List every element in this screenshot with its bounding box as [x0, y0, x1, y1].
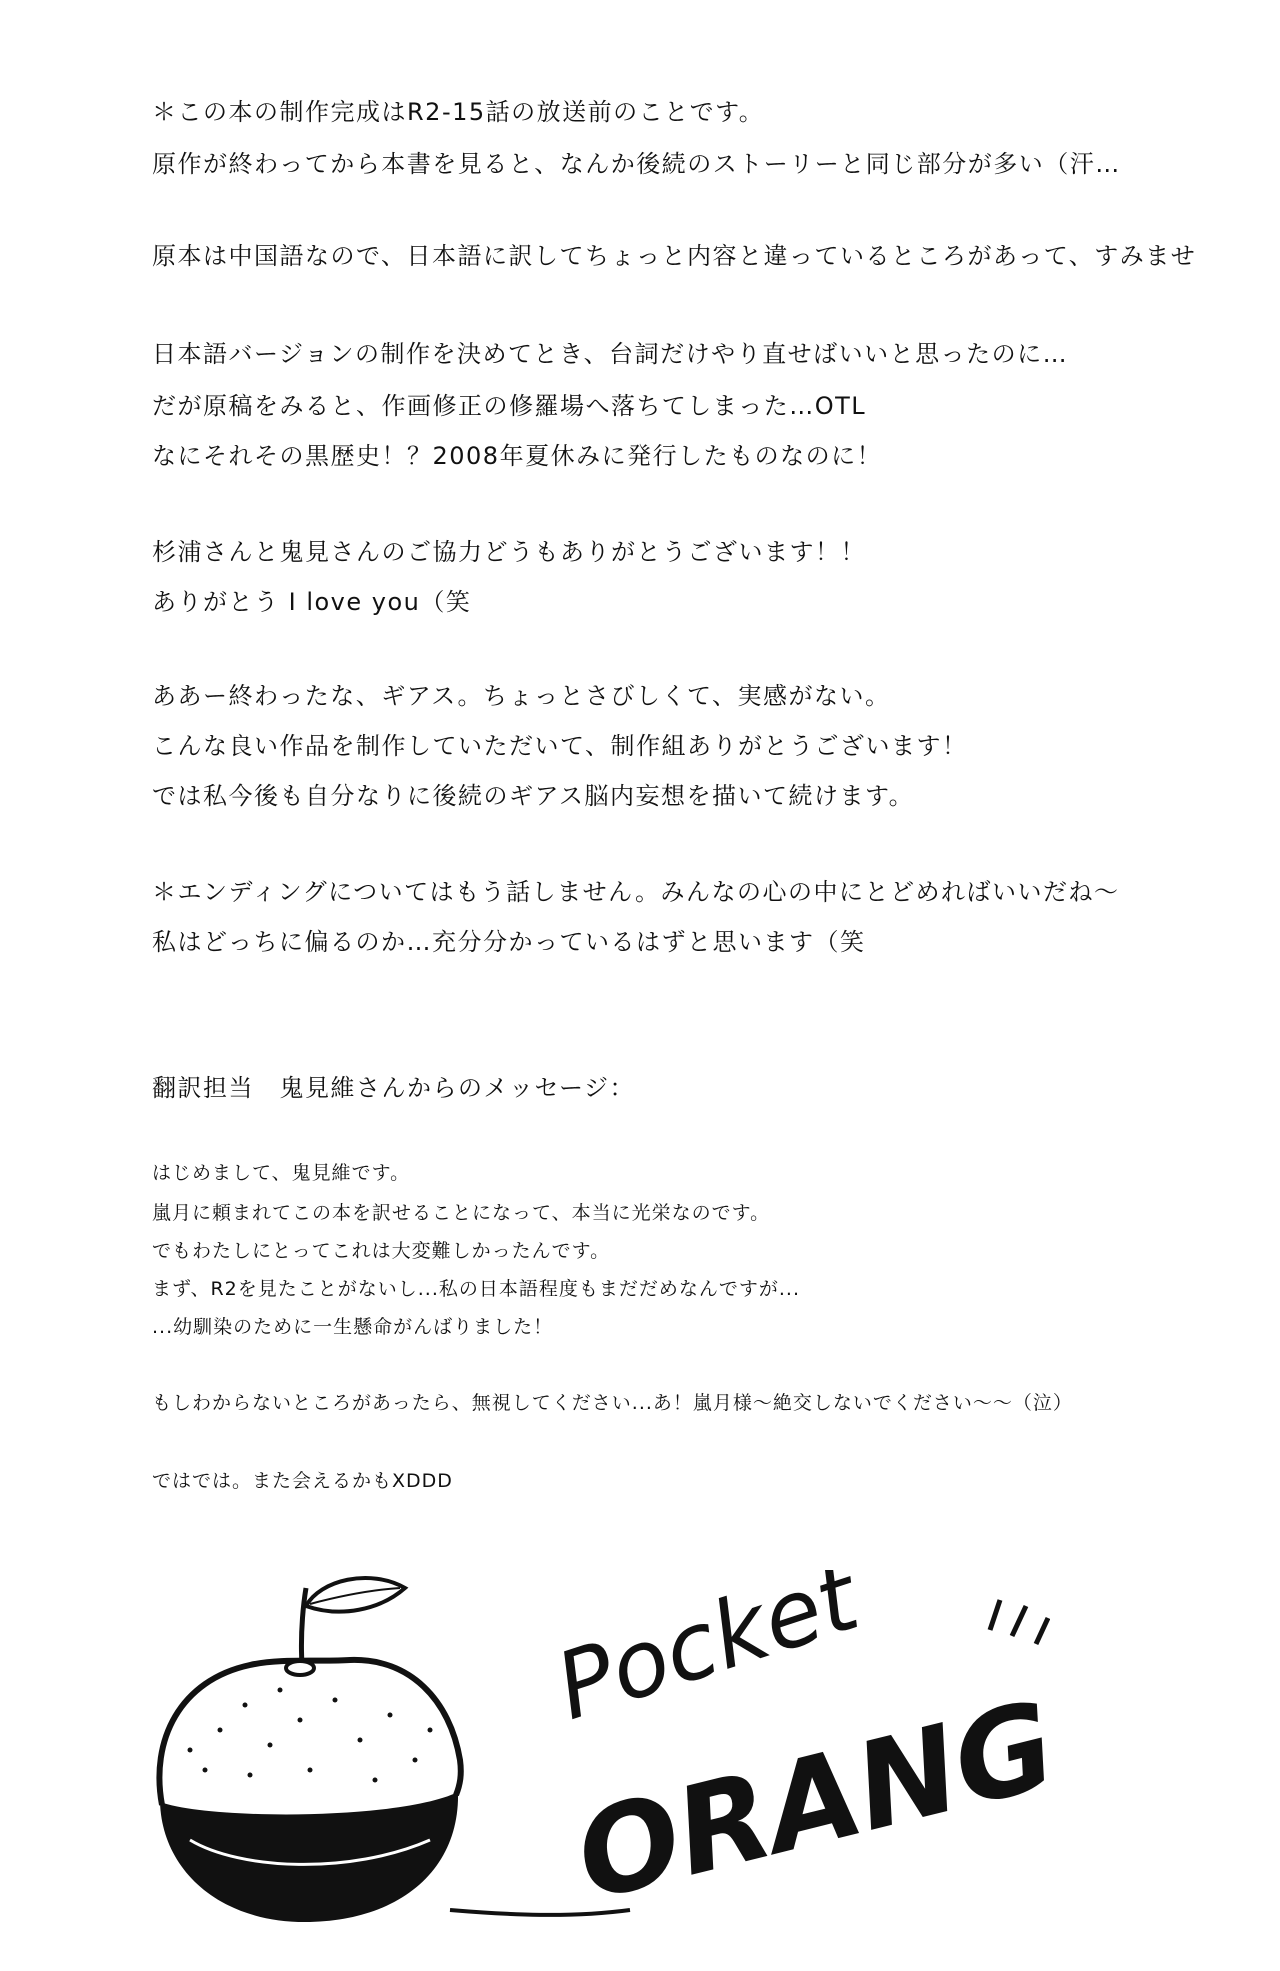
logo-word-pocket: Pocket: [543, 1570, 871, 1741]
afterword-line: ああー終わったな、ギアス。ちょっとさびしくて、実感がない。: [152, 682, 891, 710]
translator-line: ...幼馴染のために一生懸命がんばりました！: [152, 1316, 554, 1338]
afterword-line: 原作が終わってから本書を見ると、なんか後続のストーリーと同じ部分が多い（汗…: [152, 150, 1121, 178]
afterword-line: 日本語バージョンの制作を決めてとき、台詞だけやり直せばいいと思ったのに…: [152, 340, 1069, 368]
translator-line: もしわからないところがあったら、無視してください...あ！嵐月様～絶交しないでください～～（泣）: [152, 1392, 1073, 1414]
orange-top-outline: [159, 1660, 460, 1805]
translator-line: はじめまして、鬼見維です。: [152, 1162, 411, 1184]
stem-base: [286, 1661, 314, 1675]
afterword-line: だが原稿をみると、作画修正の修羅場へ落ちてしまった…OTL: [152, 392, 867, 420]
translator-heading: 翻訳担当 鬼見維さんからのメッセージ：: [152, 1074, 636, 1102]
afterword-line: 杉浦さんと鬼見さんのご協力どうもありがとうございます！！: [152, 538, 866, 566]
afterword-line: ありがとう I love you（笑: [152, 588, 472, 616]
afterword-line: こんな良い作品を制作していただいて、制作組ありがとうございます！: [152, 732, 968, 760]
translator-line: 嵐月に頼まれてこの本を訳せることになって、本当に光栄なのです。: [152, 1202, 771, 1224]
spark-marks: [990, 1600, 1048, 1644]
afterword-line: 原本は中国語なので、日本語に訳してちょっと内容と違っているところがあって、すみませ: [152, 242, 1197, 270]
afterword-line: なにそれその黒歴史！？2008年夏休みに発行したものなのに！: [152, 442, 883, 470]
leaf-shape: [306, 1578, 405, 1612]
translator-line: でもわたしにとってこれは大変難しかったんです。: [152, 1240, 611, 1262]
afterword-line: ＊この本の制作完成はR2-15話の放送前のことです。: [152, 98, 765, 126]
afterword-line: 私はどっちに偏るのか…充分分かっているはずと思います（笑: [152, 928, 866, 956]
translator-line: まず、R2を見たことがないし...私の日本語程度もまだだめなんですが...: [152, 1278, 801, 1300]
pocket-orange-logo: [150, 1570, 1050, 1960]
orange-bottom-shade: [160, 1792, 458, 1922]
orange-illustration: [150, 1570, 1050, 1960]
afterword-line: では私今後も自分なりに後続のギアス脳内妄想を描いて続けます。: [152, 782, 915, 810]
translator-line: ではでは。また会えるかもXDDD: [152, 1470, 453, 1492]
afterword-line: ＊エンディングについてはもう話しません。みんなの心の中にとどめればいいだね～: [152, 878, 1120, 906]
logo-word-orange: ORANGE: [563, 1655, 1050, 1929]
stem-shape: [301, 1588, 306, 1665]
